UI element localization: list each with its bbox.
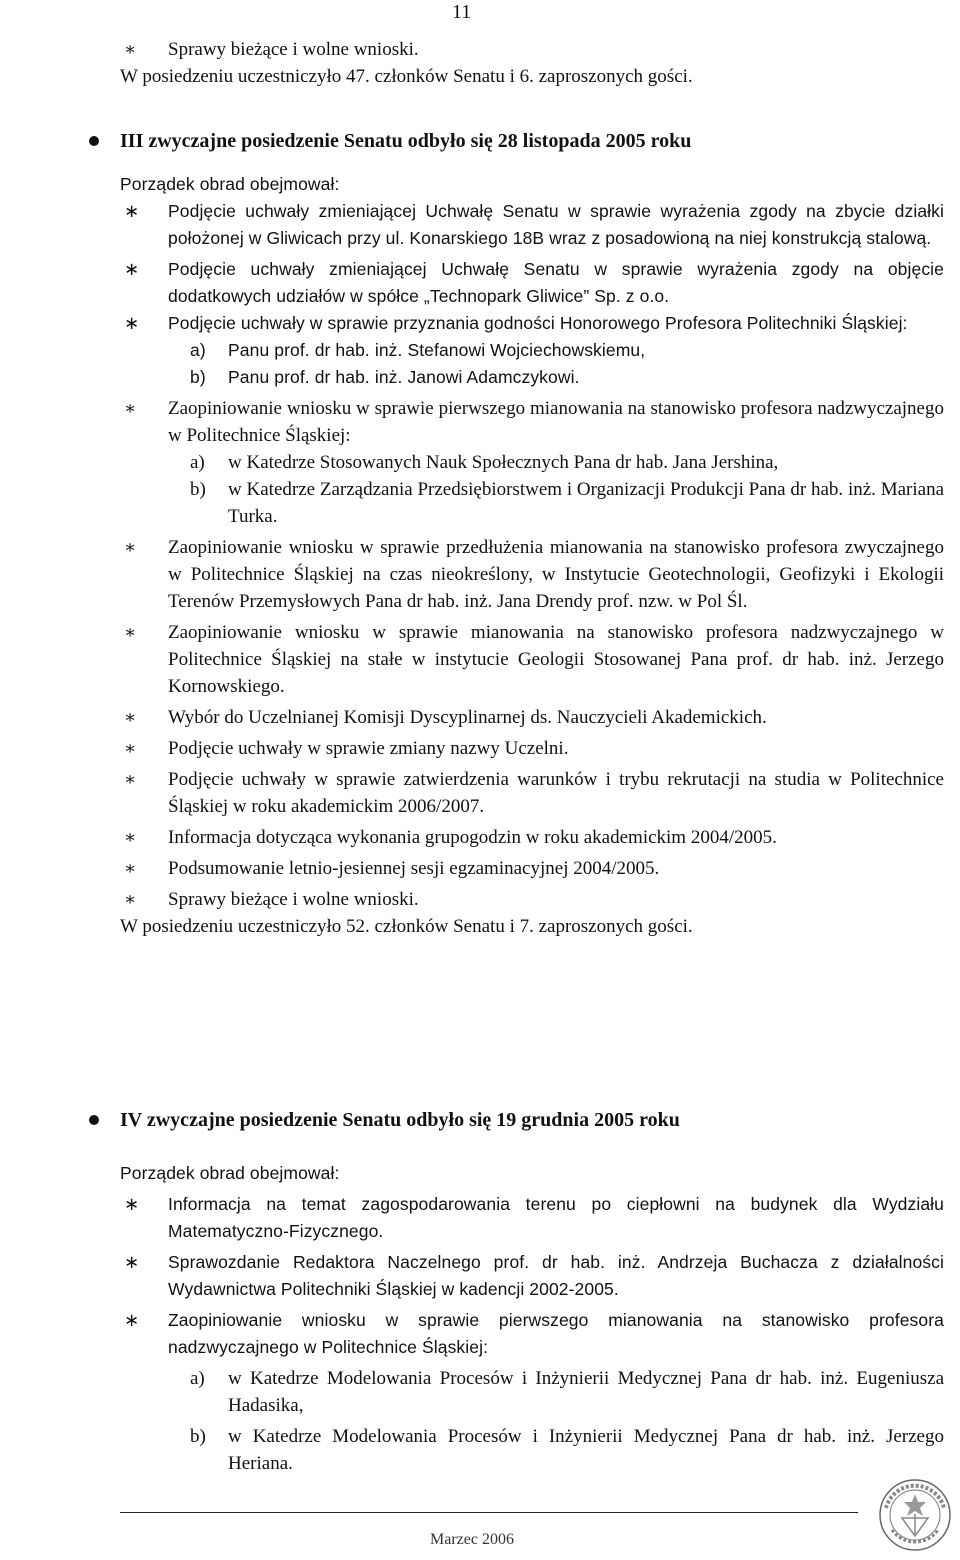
agenda-item: [0, 1191, 960, 1245]
asterisk-bullet-icon: ∗: [124, 1310, 140, 1330]
sub-item-text: w Katedrze Zarządzania Przedsiębiorstwem i Organizacji Produkcji Pana dr hab. inż. Mariana Turka.: [228, 479, 944, 527]
agenda-item-text: Podjęcie uchwały zmieniającej Uchwałę Senatu w sprawie wyrażenia zgody na zbycie działki położonej w Gliwicach przy ul. Konarskiego 18B wraz z posadowioną na niej konstrukcją stalową.: [168, 201, 944, 248]
sub-item: [0, 364, 960, 391]
agenda-item-text: Zaopiniowanie wniosku w sprawie pierwszego mianowania na stanowisko profesora nadzwyczajnego w Politechnice Śląskiej:: [168, 398, 944, 446]
asterisk-bullet-icon: ∗: [124, 537, 137, 557]
sub-item-mark: a): [190, 1368, 205, 1389]
agenda-item-text: Podjęcie uchwały w sprawie zatwierdzenia warunków i trybu rekrutacji na studia w Politechnice Śląskiej w roku akademickim 2006/2007.: [168, 769, 944, 817]
asterisk-bullet-icon: ∗: [124, 39, 137, 59]
sub-item: [0, 449, 960, 476]
sub-item: [0, 476, 960, 530]
agenda-item-text: Podjęcie uchwały zmieniającej Uchwałę Senatu w sprawie wyrażenia zgody na objęcie dodatkowych udziałów w spółce „Technopark Gliwice” Sp. z o.o.: [168, 259, 944, 306]
agenda-item-text: Zaopiniowanie wniosku w sprawie pierwszego mianowania na stanowisko profesora nadzwyczajnego w Politechnice Śląskiej:: [168, 1310, 944, 1357]
agenda-item: [0, 395, 960, 449]
attendance-text: W posiedzeniu uczestniczyło 52. członków Senatu i 7. zaproszonych gości.: [120, 916, 693, 937]
sub-item-text: w Katedrze Modelowania Procesów i Inżynierii Medycznej Pana dr hab. inż. Eugeniusza Hadasika,: [228, 1368, 944, 1416]
agenda-item-text: Podjęcie uchwały w sprawie przyznania godności Honorowego Profesora Politechniki Śląskiej:: [168, 313, 908, 333]
asterisk-bullet-icon: ∗: [124, 259, 140, 279]
asterisk-bullet-icon: ∗: [124, 1252, 140, 1272]
agenda-item-text: Zaopiniowanie wniosku w sprawie mianowania na stanowisko profesora nadzwyczajnego w Politechnice Śląskiej na stałe w instytucie Geologii Stosowanej Pana prof. dr hab. inż. Jerzego Kornowskiego.: [168, 622, 944, 697]
session-iii: [0, 127, 960, 940]
politechnika-slaska-seal-icon: [878, 1478, 952, 1552]
footer-divider: [120, 1512, 858, 1513]
previous-session-tail: [0, 36, 960, 90]
agenda-item-text: Zaopiniowanie wniosku w sprawie przedłużenia mianowania na stanowisko profesora zwyczajnego w Politechnice Śląskiej na czas nieokreślony, w Instytucie Geotechnologii, Geofizyki i Ekologii Terenów Przemysłowych Pana dr hab. inż. Jana Drendy prof. nzw. w Pol Śl.: [168, 537, 944, 612]
agenda-item-text: Sprawozdanie Redaktora Naczelnego prof. dr hab. inż. Andrzeja Buchacza z działalności Wydawnictwa Politechniki Śląskiej w kadencji 2002-2005.: [168, 1252, 944, 1299]
agenda-item: [0, 310, 960, 337]
sub-item-mark: a): [190, 452, 205, 473]
sub-item-text: w Katedrze Modelowania Procesów i Inżynierii Medycznej Pana dr hab. inż. Jerzego Heriana.: [228, 1426, 944, 1474]
footer-date: Marzec 2006: [430, 1531, 514, 1548]
session-iv: [0, 1106, 960, 1477]
agenda-item-text: Podjęcie uchwały w sprawie zmiany nazwy Uczelni.: [168, 738, 569, 759]
agenda-label: Porządek obrad obejmował:: [120, 174, 340, 194]
round-bullet-icon: [89, 1115, 99, 1125]
sub-item-mark: b): [190, 479, 206, 500]
agenda-item: [0, 1307, 960, 1361]
session-heading: [0, 1106, 960, 1134]
agenda-item-text: Wybór do Uczelnianej Komisji Dyscyplinarnej ds. Nauczycieli Akademickich.: [168, 707, 767, 728]
agenda-item: [0, 1249, 960, 1303]
sub-item: [0, 1423, 960, 1477]
asterisk-bullet-icon: ∗: [124, 769, 137, 789]
agenda-item: [0, 198, 960, 252]
sub-item-mark: b): [190, 367, 206, 387]
asterisk-bullet-icon: ∗: [124, 707, 137, 727]
asterisk-bullet-icon: ∗: [124, 889, 137, 909]
sub-item-text: w Katedrze Stosowanych Nauk Społecznych Pana dr hab. Jana Jershina,: [228, 452, 779, 473]
agenda-item: [0, 619, 960, 700]
agenda-item: [0, 855, 960, 882]
sub-item: [0, 337, 960, 364]
session-heading: [0, 127, 960, 155]
agenda-item-text: Sprawy bieżące i wolne wnioski.: [168, 889, 419, 910]
agenda-item-text: Informacja na temat zagospodarowania terenu po ciepłowni na budynek dla Wydziału Matematyczno-Fizycznego.: [168, 1194, 944, 1241]
sub-item: [0, 1365, 960, 1419]
agenda-item-text: Sprawy bieżące i wolne wnioski.: [168, 39, 419, 60]
sub-item-mark: b): [190, 1426, 206, 1447]
asterisk-bullet-icon: ∗: [124, 622, 137, 642]
agenda-item-text: Informacja dotycząca wykonania grupogodzin w roku akademickim 2004/2005.: [168, 827, 777, 848]
agenda-item: [0, 766, 960, 820]
session-heading-text: III zwyczajne posiedzenie Senatu odbyło się 28 listopada 2005 roku: [120, 130, 692, 152]
agenda-item: [0, 256, 960, 310]
asterisk-bullet-icon: ∗: [124, 827, 137, 847]
agenda-item: [0, 534, 960, 615]
asterisk-bullet-icon: ∗: [124, 1194, 140, 1214]
sub-item-text: Panu prof. dr hab. inż. Janowi Adamczykowi.: [228, 367, 580, 387]
session-heading-text: IV zwyczajne posiedzenie Senatu odbyło się 19 grudnia 2005 roku: [120, 1109, 680, 1131]
asterisk-bullet-icon: ∗: [124, 313, 140, 333]
agenda-item: [0, 735, 960, 762]
agenda-label: Porządek obrad obejmował:: [120, 1163, 340, 1183]
agenda-item: [0, 704, 960, 731]
asterisk-bullet-icon: ∗: [124, 201, 140, 221]
attendance-text: W posiedzeniu uczestniczyło 47. członków Senatu i 6. zaproszonych gości.: [120, 66, 693, 87]
agenda-item: [0, 824, 960, 851]
asterisk-bullet-icon: ∗: [124, 858, 137, 878]
asterisk-bullet-icon: ∗: [124, 738, 137, 758]
sub-item-mark: a): [190, 340, 206, 360]
asterisk-bullet-icon: ∗: [124, 398, 137, 418]
agenda-item: [0, 36, 960, 63]
agenda-item-text: Podsumowanie letnio-jesiennej sesji egzaminacyjnej 2004/2005.: [168, 858, 660, 879]
page-number: 11: [452, 1, 472, 23]
round-bullet-icon: [89, 136, 99, 146]
sub-item-text: Panu prof. dr hab. inż. Stefanowi Wojciechowskiemu,: [228, 340, 646, 360]
agenda-item: [0, 886, 960, 913]
